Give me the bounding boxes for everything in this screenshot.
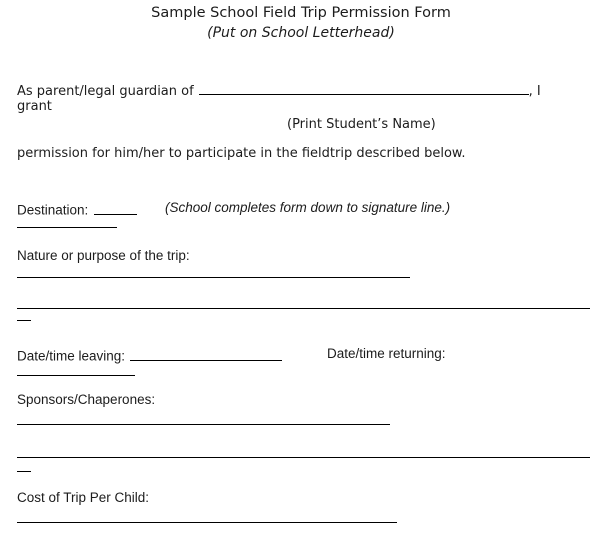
sponsors-label: Sponsors/Chaperones: [17, 392, 156, 407]
cost-blank-line[interactable] [17, 522, 397, 523]
cost-label: Cost of Trip Per Child: [17, 490, 150, 505]
guardian-line-wrap: grant [17, 99, 52, 114]
guardian-text-prefix: As parent/legal guardian of [17, 84, 194, 99]
destination-label: Destination: [17, 202, 89, 218]
guardian-line [17, 81, 541, 99]
destination-blank[interactable] [94, 200, 137, 215]
permission-text: permission for him/her to participate in the fieldtrip described below. [17, 146, 466, 161]
student-name-caption: (Print Student’s Name) [287, 117, 436, 132]
sponsors-blank-line-2[interactable] [17, 457, 590, 458]
sponsors-blank-line-1[interactable] [17, 424, 390, 425]
nature-blank-line-3[interactable] [17, 320, 31, 321]
school-note: (School completes form down to signature line.) [165, 200, 451, 215]
nature-blank-line-2[interactable] [17, 308, 590, 309]
destination-row [17, 200, 137, 218]
returning-blank-wrap-line[interactable] [17, 375, 135, 376]
nature-blank-line-1[interactable] [17, 277, 410, 278]
leaving-row [17, 346, 282, 364]
form-subtitle: (Put on School Letterhead) [207, 25, 395, 41]
nature-label: Nature or purpose of the trip: [17, 248, 190, 263]
form-title: Sample School Field Trip Permission Form [151, 5, 451, 21]
destination-blank-wrap-line[interactable] [17, 227, 117, 228]
leaving-label: Date/time leaving: [17, 348, 126, 364]
leaving-blank[interactable] [130, 346, 282, 361]
returning-label: Date/time returning: [327, 346, 446, 361]
sponsors-blank-line-3[interactable] [17, 471, 31, 472]
student-name-blank[interactable] [199, 81, 529, 95]
guardian-text-suffix: , I [528, 84, 541, 99]
